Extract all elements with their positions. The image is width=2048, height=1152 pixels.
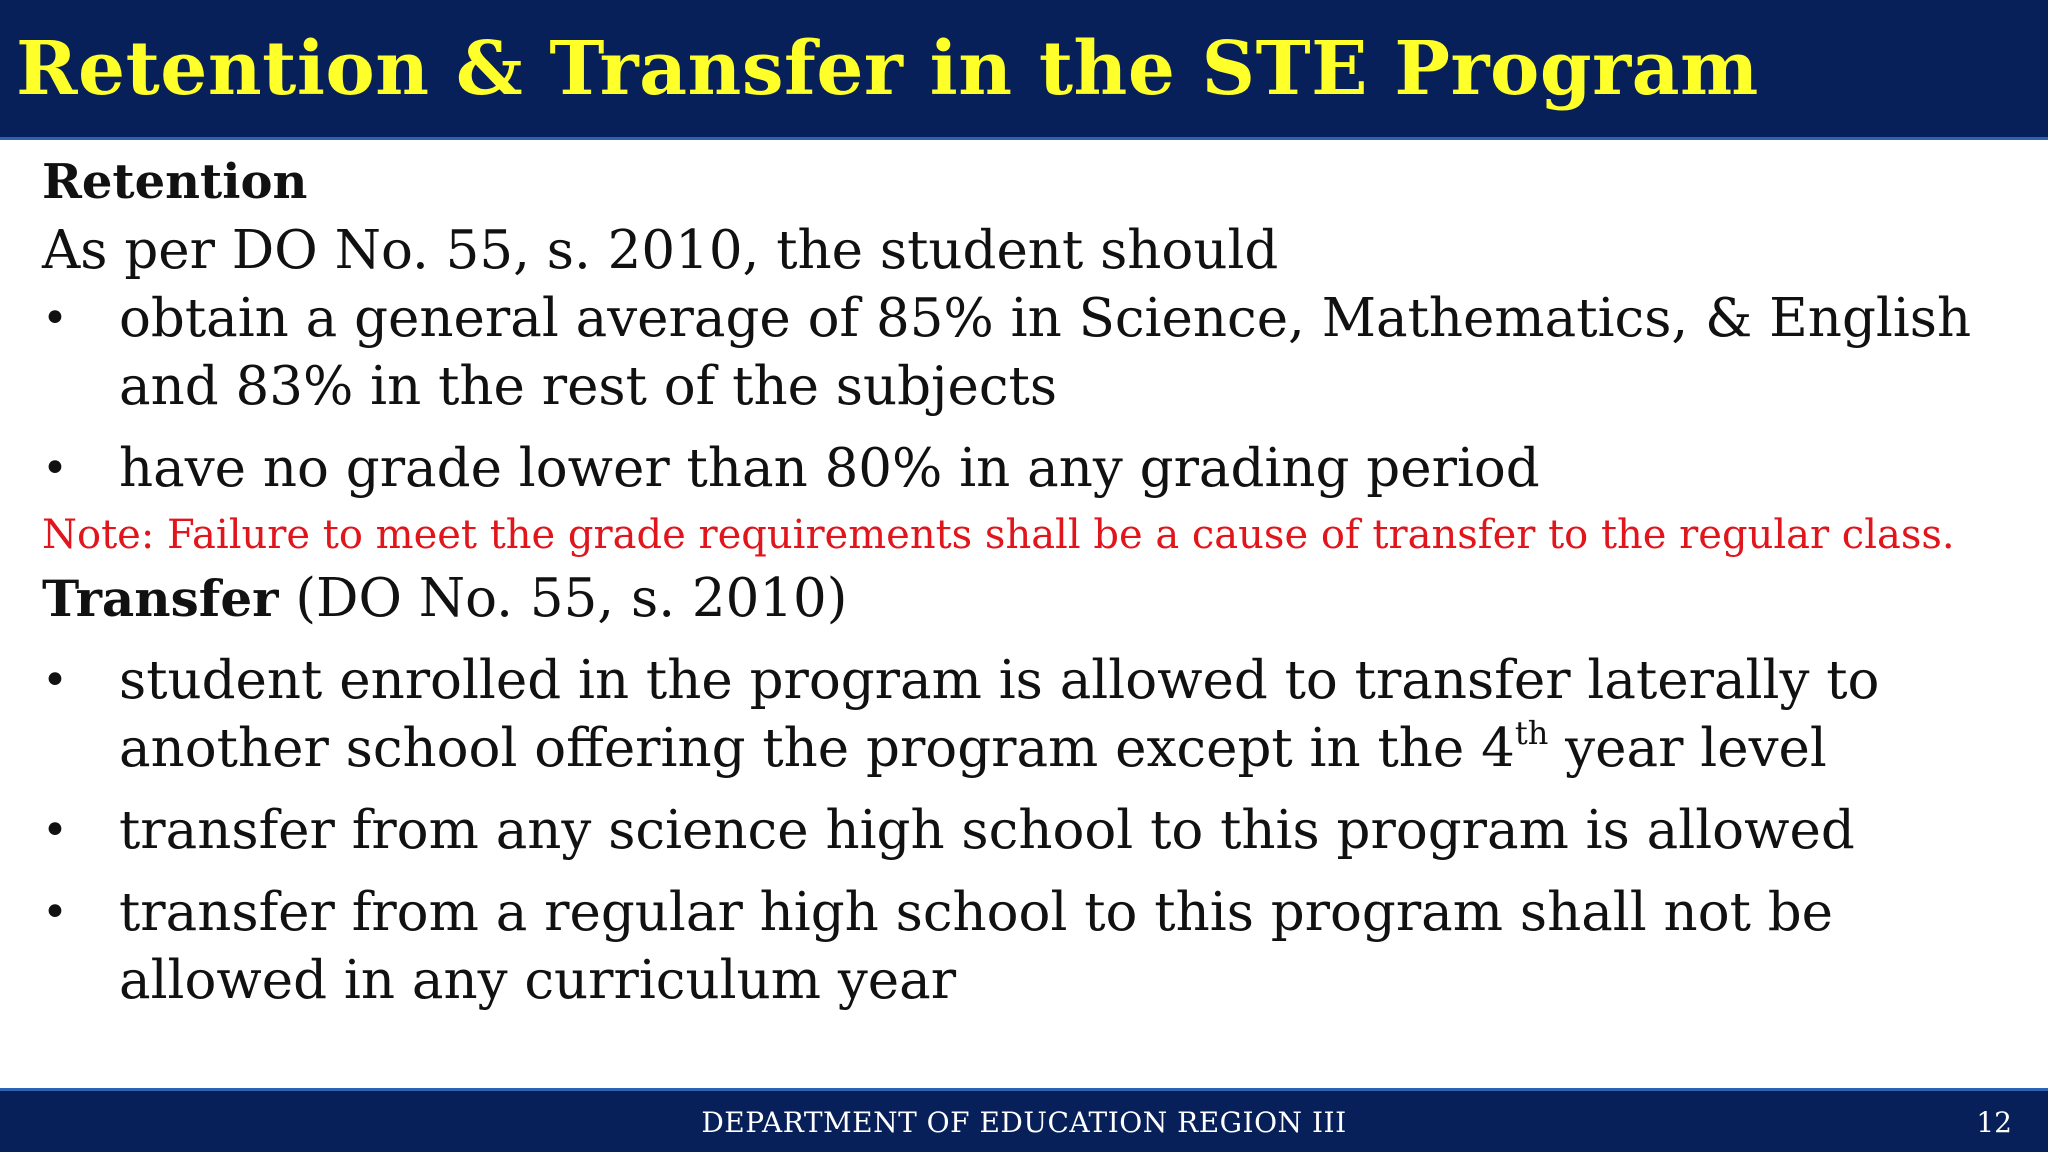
- transfer-bullet-2: [42, 797, 2022, 865]
- retention-bullet-1: [42, 285, 2022, 421]
- bullet-dot: •: [42, 443, 68, 494]
- bullet-dot: •: [42, 655, 68, 706]
- transfer-bullet-3-text: transfer from a regular high school to this program shall not be allowed in any curriculum year: [119, 882, 1834, 1011]
- transfer-heading: Transfer: [42, 569, 279, 628]
- transfer-reference: (DO No. 55, s. 2010): [295, 568, 848, 629]
- transfer-bullet-1: [42, 647, 2022, 783]
- bullet-dot: •: [42, 293, 68, 344]
- slide-content: [42, 150, 2022, 1015]
- bullet-dot: •: [42, 887, 68, 938]
- transfer-heading-line: [42, 565, 2022, 633]
- retention-bullet-2-text: have no grade lower than 80% in any grading period: [119, 438, 1540, 499]
- retention-bullet-2: [42, 435, 2022, 503]
- bullet-dot: •: [42, 805, 68, 856]
- retention-bullet-1-text: obtain a general average of 85% in Science, Mathematics, & English and 83% in the rest of the subjects: [119, 288, 1972, 417]
- page-number: 12: [1976, 1106, 2012, 1139]
- transfer-bullet-1-text: student enrolled in the program is allowed to transfer laterally to another school offering the program except in the 4: [119, 650, 1880, 779]
- footer-organization: DEPARTMENT OF EDUCATION REGION III: [701, 1106, 1347, 1139]
- title-bar: [0, 0, 2048, 140]
- transfer-bullet-1-tail: year level: [1565, 718, 1827, 779]
- retention-intro: As per DO No. 55, s. 2010, the student should: [42, 220, 1279, 281]
- retention-heading: Retention: [42, 154, 308, 210]
- transfer-bullet-2-text: transfer from any science high school to this program is allowed: [119, 800, 1855, 861]
- note-text: Note: Failure to meet the grade requirements shall be a cause of transfer to the regular class.: [42, 512, 1955, 558]
- slide-title: Retention & Transfer in the STE Program: [16, 26, 1759, 112]
- footer-bar: [0, 1088, 2048, 1152]
- ordinal-superscript: th: [1514, 714, 1549, 752]
- transfer-bullet-3: [42, 879, 2022, 1015]
